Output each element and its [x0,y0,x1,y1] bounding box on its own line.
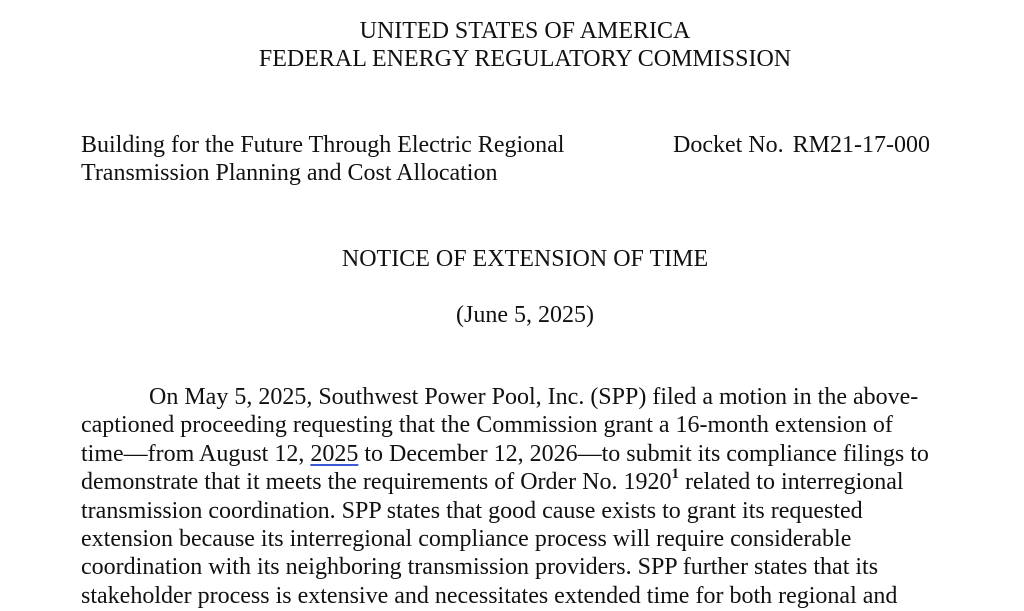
body-line: coordination with its neighboring transmission providers. SPP further states that its [81,554,879,581]
notice-date: (June 5, 2025) [456,302,594,328]
docket-number: RM21-17-000 [792,132,930,158]
body-line: captioned proceeding requesting that the Commission grant a 16-month extension of [81,412,893,439]
caption-title-line-1: Building for the Future Through Electric Regional [81,132,565,158]
body-line-3b: to December 12, 2026—to submit its compliance filings to [358,440,929,467]
body-line [81,383,929,411]
body-line: stakeholder process is extensive and necessitates extended time for both regional and [81,582,898,609]
body-line: extension because its interregional compliance process will require considerable [81,525,852,552]
body-line: transmission coordination. SPP states that good cause exists to grant its requested [81,497,863,524]
docket-block [673,131,930,159]
header-agency: FEDERAL ENERGY REGULATORY COMMISSION [258,46,792,72]
underlined-year: 2025 [310,440,359,467]
body-line [81,440,929,468]
body-line-4a: demonstrate that it meets the requirements of Order No. 1920 [81,469,672,496]
caption-title-line-2: Transmission Planning and Cost Allocation [81,160,498,186]
body-line [81,468,929,496]
body-line-4b: related to interregional [679,469,904,496]
header-country: UNITED STATES OF AMERICA [359,18,691,44]
body-line-1-text: On May 5, 2025, Southwest Power Pool, Inc. (SPP) filed a motion in the above- [149,384,919,410]
docket-label: Docket No. [673,132,784,158]
body-paragraph [81,383,929,610]
case-caption [81,131,564,187]
footnote-marker[interactable]: 1 [671,466,679,483]
body-line-3a: time—from August 12, [81,440,311,467]
notice-title: NOTICE OF EXTENSION OF TIME [341,246,709,272]
